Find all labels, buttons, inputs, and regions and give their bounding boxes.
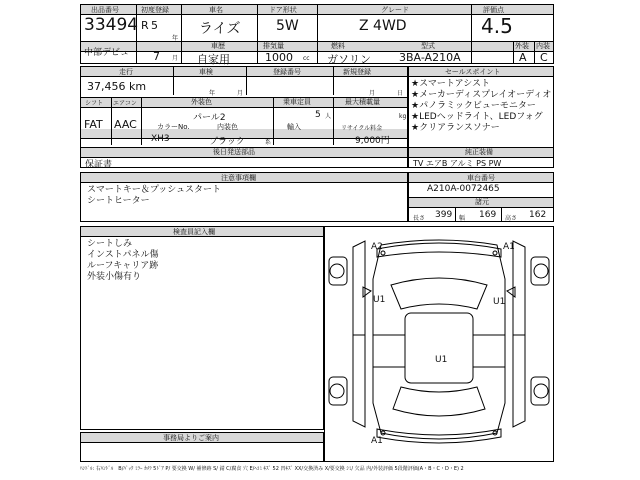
first-reg-year: 5 xyxy=(151,19,158,32)
label-office: 事務局よりご案内 xyxy=(163,434,219,442)
sales-point-item: ★メーカーディスプレイオーディオ xyxy=(411,90,552,100)
length-value: 399 xyxy=(435,210,453,220)
label-aircon: エアコン xyxy=(113,100,137,107)
notes-block xyxy=(80,172,408,222)
damage-mark-a2: A2 xyxy=(371,242,383,252)
car-name: ライズ xyxy=(199,21,241,37)
interior-grade: C xyxy=(540,51,548,64)
label-notes: 注意事項欄 xyxy=(221,174,256,182)
first-reg-era: R xyxy=(141,19,149,32)
capacity-value: 5 xyxy=(315,110,321,120)
shift-value: FAT xyxy=(84,118,103,131)
exterior-grade: A xyxy=(519,51,527,64)
genuine-equipment-value: TV エアB アルミ PS PW xyxy=(413,159,502,168)
sales-points-list xyxy=(411,79,551,134)
label-sales-points: セールスポイント xyxy=(445,68,501,76)
inspector-note-item: ルーフキャリア跡 xyxy=(87,261,159,271)
inspection-month-unit: 月 xyxy=(237,90,244,97)
first-reg-month: 7 xyxy=(153,50,160,63)
displacement-unit: cc xyxy=(303,55,310,62)
label-shift: シフト xyxy=(85,100,104,107)
sales-point-item: ★クリアランスソナー xyxy=(411,123,500,133)
note-item: シートヒーター xyxy=(87,196,150,206)
label-dimensions: 諸元 xyxy=(475,198,489,206)
label-ext: 外装 xyxy=(515,42,529,50)
aircon-value: AAC xyxy=(114,118,137,131)
recycle-month-unit: 月 xyxy=(369,90,376,97)
label-interior-color: 内装色 xyxy=(217,123,238,131)
inspector-notes-list xyxy=(87,239,159,283)
damage-mark-u1-right: U1 xyxy=(493,297,506,307)
notes-list xyxy=(87,185,221,207)
interior-suffix: 系 xyxy=(265,139,272,146)
load-unit: kg xyxy=(399,113,407,120)
lot-number: 33494 xyxy=(84,15,139,35)
label-inspection: 車検 xyxy=(199,68,213,76)
model-code: 3BA-A210A xyxy=(399,51,461,64)
label-grade: グレード xyxy=(381,6,409,14)
label-int: 内装 xyxy=(536,42,550,50)
sales-point-item: ★パノラミックビューモニター xyxy=(411,101,536,111)
doors-value: 5W xyxy=(276,18,299,34)
label-color-no: カラーNo. xyxy=(157,123,190,131)
sales-point-item: ★スマートアシスト xyxy=(411,79,490,89)
inspector-note-item: シートしみ xyxy=(87,239,133,249)
label-chassis: 車台番号 xyxy=(467,174,495,182)
score-value: 4.5 xyxy=(481,14,513,38)
label-recycle-fee: リサイクル料金 xyxy=(341,125,383,132)
chassis-block xyxy=(408,172,554,222)
width-value: 169 xyxy=(479,210,497,220)
damage-mark-a1-front: A1 xyxy=(503,242,515,252)
label-mileage: 走行 xyxy=(119,68,133,76)
label-lot-no: 出品番号 xyxy=(91,6,119,14)
damage-mark-u1-left: U1 xyxy=(373,295,386,305)
sales-point-item: ★LEDヘッドライト、LEDフォグ xyxy=(411,112,543,122)
office-notes-block xyxy=(80,432,324,462)
height-value: 162 xyxy=(529,210,547,220)
vehicle-detail-block xyxy=(80,66,408,168)
top-info-block xyxy=(80,4,554,64)
first-reg-year-unit: 年 xyxy=(172,35,179,42)
warranty-value: 保証書 xyxy=(85,160,113,170)
first-reg-month-unit: 月 xyxy=(172,55,179,62)
usage-value: 自家用 xyxy=(197,53,230,66)
label-inspector-notes: 検査員記入欄 xyxy=(173,228,215,236)
label-capacity: 乗車定員 xyxy=(283,98,311,106)
label-registration-no: 登録番号 xyxy=(273,68,301,76)
label-first-reg: 初度登録 xyxy=(141,6,169,14)
exterior-color-value: パール2 xyxy=(193,113,226,123)
label-import: 輸入 xyxy=(287,123,301,131)
damage-mark-a1-rear: A1 xyxy=(371,436,383,446)
label-vehicle-type: 車歴 xyxy=(211,42,225,50)
sales-points-block xyxy=(408,66,554,168)
mileage-value: 37,456 km xyxy=(87,80,147,93)
label-genuine-equipment: 純正装備 xyxy=(465,148,493,156)
fuel-value: ガソリン xyxy=(327,53,371,66)
color-no-value: XH3 xyxy=(151,134,170,144)
length-label: 長さ xyxy=(413,215,426,222)
debut-label: 中部デビュ xyxy=(84,48,130,58)
width-label: 幅 xyxy=(459,215,466,222)
recycle-day-unit: 日 xyxy=(397,90,404,97)
label-exterior-color: 外装色 xyxy=(191,98,212,106)
footer-legend: ﾊﾝﾄﾞﾙ: 右ﾊﾝﾄﾞﾙ B/ﾊﾞｯｸ ﾐﾗｰ ｶﾒﾗ 5ﾄﾞｱ P/ 要交換 W/ 補修跡 S/ 錆 C/腐食 穴 E/ﾍｺﾐ ｷｽﾞ 52 凹ｷｽﾞ XX/交換済み X/要交換 ｼﾐ/ 欠品 内/外装評価 5段階評価(A・B・C・D・E) 2 xyxy=(80,466,464,472)
label-fuel: 燃料 xyxy=(331,42,345,50)
inspector-notes-block xyxy=(80,226,324,430)
damage-diagram xyxy=(324,226,554,462)
label-later-parts: 後日発送部品 xyxy=(213,148,255,156)
inspector-note-item: 外装小傷有り xyxy=(87,272,142,282)
interior-color-value: ブラック xyxy=(209,137,245,147)
label-score: 評価点 xyxy=(483,6,504,14)
recycle-fee-value: 9,000円 xyxy=(355,136,390,146)
height-label: 高さ xyxy=(505,215,518,222)
label-max-load: 最大積載量 xyxy=(345,98,380,106)
displacement-value: 1000 xyxy=(265,51,293,64)
label-recycle-due: 新規登録 xyxy=(343,68,371,76)
capacity-unit: 人 xyxy=(325,113,332,120)
damage-mark-u1-roof: U1 xyxy=(435,355,448,365)
inspector-note-item: インストパネル傷 xyxy=(87,250,159,260)
label-car-name: 車名 xyxy=(209,6,223,14)
label-model-type: 型式 xyxy=(421,42,435,50)
note-item: スマートキー＆プッシュスタート xyxy=(87,185,222,195)
chassis-number: A210A-0072465 xyxy=(427,184,500,194)
label-doors: ドア形状 xyxy=(269,6,297,14)
grade-value: Z 4WD xyxy=(359,18,407,34)
inspection-year-unit: 年 xyxy=(209,90,216,97)
car-outline xyxy=(325,227,553,461)
label-displacement: 排気量 xyxy=(263,42,284,50)
